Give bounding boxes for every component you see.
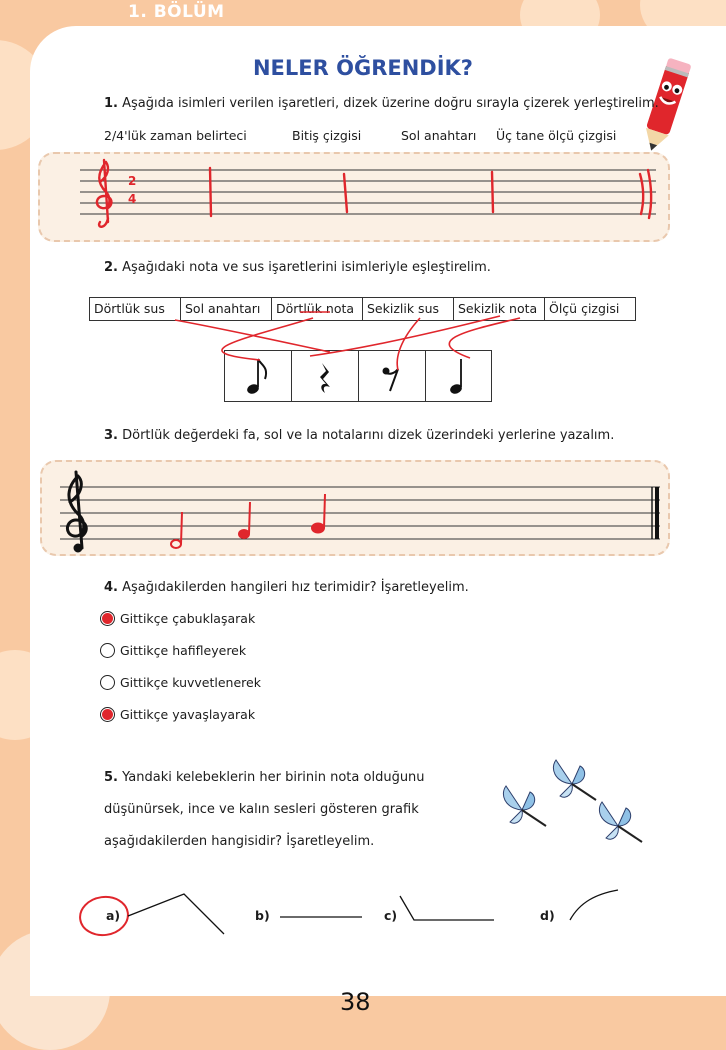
q1-label: 2/4'lük zaman belirteci: [104, 128, 247, 143]
q5-choice-a-graph[interactable]: [74, 886, 234, 946]
time-signature-top: 2: [128, 174, 137, 188]
q5-choice-b[interactable]: b): [255, 908, 270, 923]
q4-number: 4.: [104, 580, 118, 595]
q4-text: [104, 580, 469, 595]
q1-label: Bitiş çizgisi: [292, 128, 362, 143]
q1-label: Sol anahtarı: [401, 128, 477, 143]
q2-name-cell[interactable]: Dörtlük nota: [272, 298, 363, 320]
butterflies-icon: [494, 756, 654, 848]
time-signature-bottom: 4: [128, 192, 137, 206]
q4-prompt: Aşağıdakilerden hangileri hız terimidir? İşaretleyelim.: [122, 580, 469, 595]
q2-name-cell[interactable]: Dörtlük sus: [90, 298, 181, 320]
q4-option-label: Gittikçe hafifleyerek: [120, 643, 247, 658]
q4-option-label: Gittikçe yavaşlayarak: [120, 707, 256, 722]
q4-option-radio[interactable]: [100, 643, 115, 658]
page-number: 38: [340, 988, 371, 1016]
q4-option-radio[interactable]: [100, 611, 115, 626]
q1-label: Üç tane ölçü çizgisi: [496, 128, 617, 143]
q4-option-radio[interactable]: [100, 675, 115, 690]
q5-choice-c-graph[interactable]: [398, 892, 498, 926]
note-la: [312, 524, 324, 533]
q1-number: 1.: [104, 96, 118, 111]
q2-match-lines: [0, 0, 726, 420]
q2-prompt: Aşağıdaki nota ve sus işaretlerini isimleriyle eşleştirelim.: [122, 260, 491, 275]
page-title: NELER ÖĞRENDİK?: [252, 56, 473, 80]
q5-line: aşağıdakilerden hangisidir? İşaretleyelim.: [104, 834, 375, 849]
q4-option-radio[interactable]: [100, 707, 115, 722]
q3-staff[interactable]: [40, 460, 670, 556]
q4-option-label: Gittikçe çabuklaşarak: [120, 611, 256, 626]
q1-prompt: Aşağıda isimleri verilen işaretleri, dizek üzerine doğru sırayla çizerek yerleştirelim.: [122, 96, 659, 111]
q2-name-cell[interactable]: Sekizlik sus: [363, 298, 454, 320]
q2-name-cell[interactable]: Sol anahtarı: [181, 298, 272, 320]
q5-choice-b-graph[interactable]: [278, 905, 368, 925]
note-fa: [171, 540, 181, 548]
q5-choice-d[interactable]: d): [540, 908, 555, 923]
note-sol: [239, 530, 249, 538]
q2-name-cell[interactable]: Ölçü çizgisi: [549, 301, 620, 316]
chapter-label: 1. BÖLÜM: [128, 2, 225, 22]
q3-number: 3.: [104, 428, 118, 443]
q5-prompt: Yandaki kelebeklerin her birinin nota olduğunu: [122, 770, 425, 785]
q2-number: 2.: [104, 260, 118, 275]
q4-option-label: Gittikçe kuvvetlenerek: [120, 675, 261, 690]
q2-name-cell[interactable]: Sekizlik nota: [454, 298, 545, 320]
q3-prompt: Dörtlük değerdeki fa, sol ve la notalarını dizek üzerindeki yerlerine yazalım.: [122, 428, 615, 443]
q5-line: [104, 770, 425, 785]
q5-choice-c[interactable]: c): [384, 908, 398, 923]
q5-choice-a[interactable]: a): [106, 908, 121, 923]
q3-text: [104, 428, 614, 443]
q5-number: 5.: [104, 770, 118, 785]
q5-line: düşünürsek, ince ve kalın sesleri gösteren grafik: [104, 802, 419, 817]
q5-choice-d-graph[interactable]: [566, 886, 626, 926]
